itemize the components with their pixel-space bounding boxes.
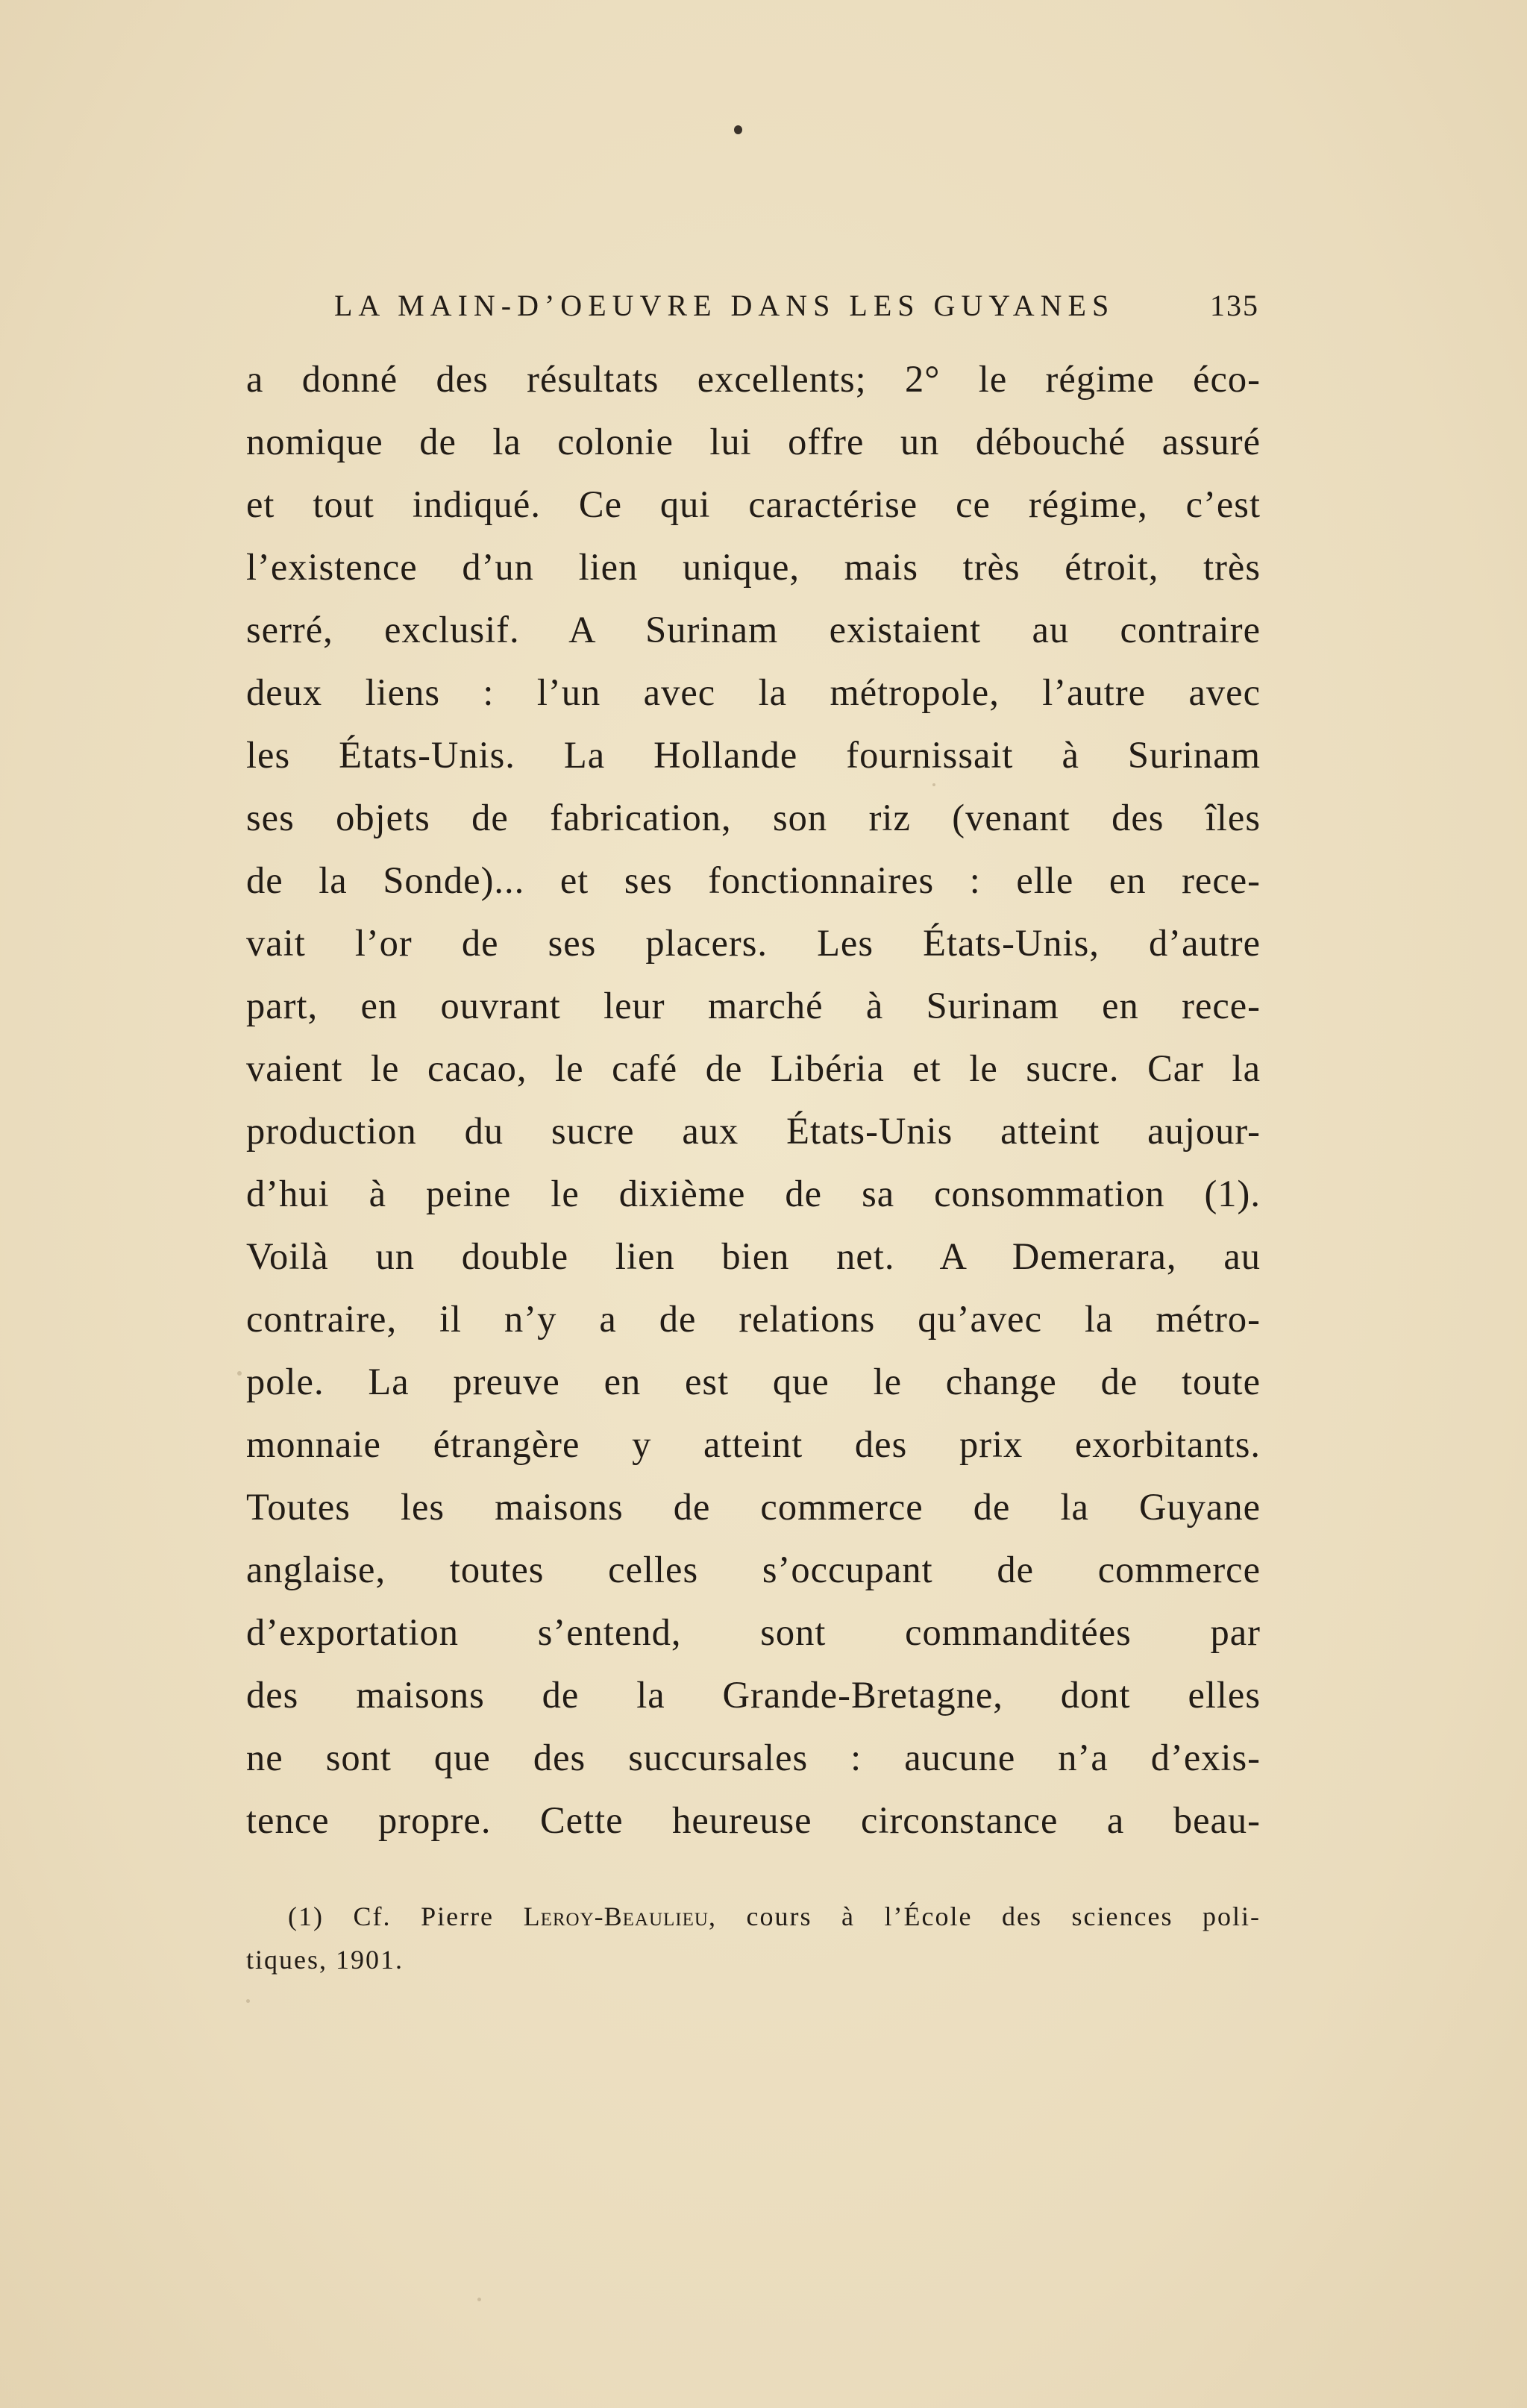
footnote-line: tiques, 1901. [246, 1945, 404, 1975]
footnote [246, 1895, 1261, 1981]
text-line: pole. La preuve en est que le change de toute [246, 1361, 1261, 1402]
text-line: vaient le cacao, le café de Libéria et le sucre. Car la [246, 1047, 1261, 1089]
text-line: des maisons de la Grande-Bretagne, dont elles [246, 1674, 1261, 1716]
text-line: ses objets de fabrication, son riz (venant des îles [246, 797, 1261, 838]
text-line: part, en ouvrant leur marché à Surinam en rece- [246, 985, 1261, 1026]
text-line: d’exportation s’entend, sont commanditées par [246, 1611, 1261, 1653]
printer-mark [734, 125, 742, 134]
text-line: tence propre. Cette heureuse circonstance a beau- [246, 1799, 1261, 1841]
text-line: ne sont que des succursales : aucune n’a d’exis- [246, 1737, 1261, 1778]
text-line: vait l’or de ses placers. Les États-Unis, d’autre [246, 922, 1261, 964]
paper-speck [932, 783, 935, 786]
text-line: nomique de la colonie lui offre un débouché assuré [246, 421, 1261, 463]
text-line: serré, exclusif. A Surinam existaient au contraire [246, 609, 1261, 650]
text-line: de la Sonde)... et ses fonctionnaires : elle en rece- [246, 859, 1261, 901]
text-line: anglaise, toutes celles s’occupant de commerce [246, 1549, 1261, 1590]
running-head-title: LA MAIN-D’OEUVRE DANS LES GUYANES [334, 289, 1115, 322]
text-line: deux liens : l’un avec la métropole, l’autre avec [246, 671, 1261, 713]
running-head [334, 283, 1259, 328]
footnote-line [246, 1895, 1261, 1938]
text-line: d’hui à peine le dixième de sa consommation (1). [246, 1173, 1261, 1214]
footnote-author: Leroy-Beaulieu [523, 1901, 709, 1931]
body-text [246, 348, 1261, 1852]
footnote-text: , cours à l’École des sciences poli- [708, 1901, 1261, 1931]
paper-speck [237, 1371, 242, 1376]
text-line: Voilà un double lien bien net. A Demerara, au [246, 1235, 1261, 1277]
text-line: et tout indiqué. Ce qui caractérise ce régime, c’est [246, 483, 1261, 525]
text-line: a donné des résultats excellents; 2° le régime éco- [246, 358, 1261, 400]
text-line: contraire, il n’y a de relations qu’avec la métro- [246, 1298, 1261, 1340]
paper-speck [246, 1999, 250, 2003]
text-line: les États-Unis. La Hollande fournissait à Surinam [246, 734, 1261, 776]
text-line: Toutes les maisons de commerce de la Guyane [246, 1486, 1261, 1528]
text-line: monnaie étrangère y atteint des prix exorbitants. [246, 1423, 1261, 1465]
text-line: l’existence d’un lien unique, mais très étroit, très [246, 546, 1261, 588]
footnote-marker: (1) [288, 1901, 324, 1931]
paper-speck [477, 2298, 481, 2301]
text-line: production du sucre aux États-Unis atteint aujour- [246, 1110, 1261, 1152]
page-number: 135 [1210, 289, 1259, 322]
footnote-prefix: Cf. Pierre [353, 1901, 495, 1931]
